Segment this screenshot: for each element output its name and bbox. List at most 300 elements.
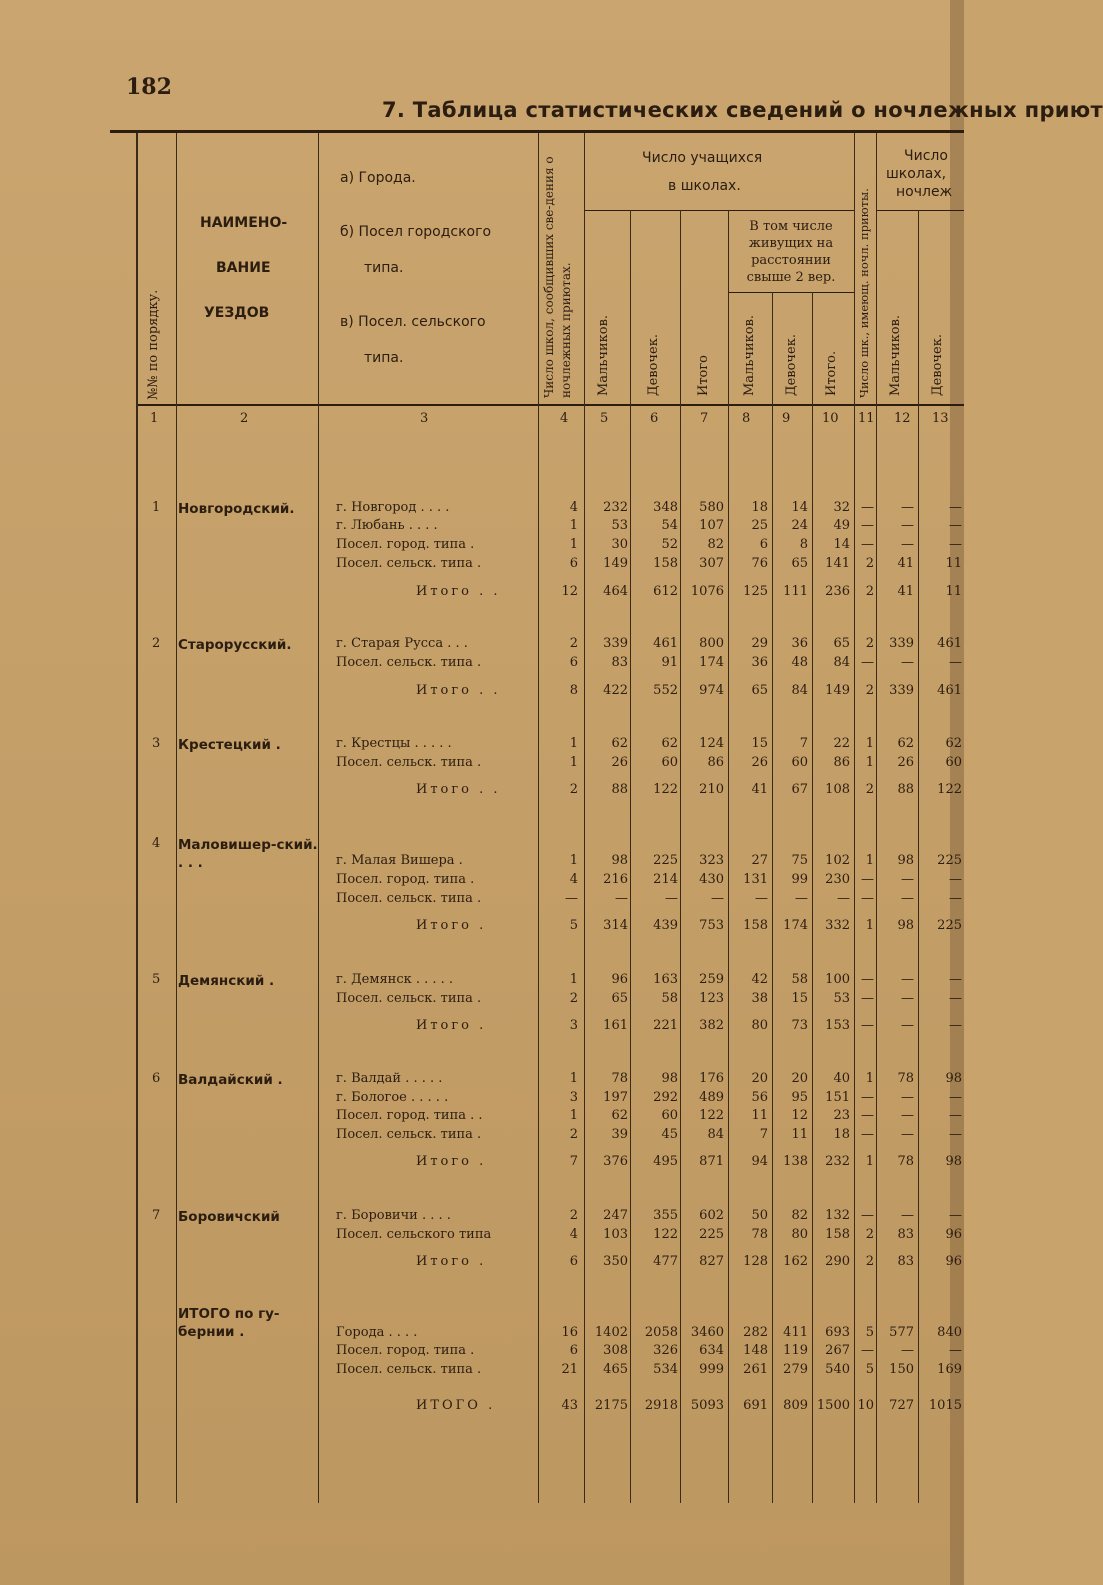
cell-value: — [861, 500, 874, 515]
cell-value: 107 [699, 518, 724, 533]
cell-value: 210 [699, 782, 724, 797]
district-number: 5 [152, 972, 161, 987]
row-label: Города . . . . [336, 1325, 418, 1340]
cell-value: 6 [569, 556, 578, 571]
header-rule [136, 404, 964, 406]
cell-value: 65 [791, 556, 808, 571]
cell-value: — [901, 1108, 914, 1123]
cell-value: 41 [897, 584, 914, 599]
cell-value: — [901, 518, 914, 533]
cell-value: 62 [611, 1108, 628, 1123]
cell-value: 45 [661, 1127, 678, 1142]
cell-value: — [861, 655, 874, 670]
cell-value: — [901, 537, 914, 552]
cell-value: 8 [569, 683, 578, 698]
cell-value: — [711, 891, 724, 906]
col-line [630, 210, 631, 1503]
column-number: 9 [782, 411, 791, 426]
cell-value: — [949, 1090, 962, 1105]
cell-value: 119 [783, 1343, 808, 1358]
cell-value: 58 [791, 972, 808, 987]
header-col3-line: б) Посел городского [340, 224, 492, 240]
cell-value: 382 [699, 1018, 724, 1033]
cell-value: 461 [937, 636, 962, 651]
cell-value: 62 [661, 736, 678, 751]
cell-value: 94 [751, 1154, 768, 1169]
page-number: 182 [126, 74, 172, 100]
cell-value: 65 [751, 683, 768, 698]
cell-value: 95 [791, 1090, 808, 1105]
header-total-dist: Итого. [824, 350, 839, 396]
cell-value: — [665, 891, 678, 906]
cell-value: 65 [611, 991, 628, 1006]
cell-value: 1 [569, 853, 578, 868]
cell-value: 41 [751, 782, 768, 797]
district-name: Маловишер-ский. . . . [178, 837, 318, 871]
cell-value: 2 [569, 991, 578, 1006]
cell-value: 73 [791, 1018, 808, 1033]
cell-value: 174 [699, 655, 724, 670]
cell-value: 461 [653, 636, 678, 651]
col-line [876, 133, 877, 1503]
cell-value: 216 [603, 872, 628, 887]
cell-value: 809 [783, 1398, 808, 1413]
cell-value: 5 [569, 918, 578, 933]
header-col3-line: типа. [364, 260, 404, 276]
cell-value: 552 [653, 683, 678, 698]
cell-value: 411 [783, 1325, 808, 1340]
header-col1: №№ по порядку. [146, 289, 161, 400]
cell-value: 267 [825, 1343, 850, 1358]
cell-value: 753 [699, 918, 724, 933]
cell-value: 11 [945, 584, 962, 599]
cell-value: — [615, 891, 628, 906]
cell-value: 282 [743, 1325, 768, 1340]
column-number: 1 [150, 411, 159, 426]
cell-value: 5093 [690, 1398, 724, 1413]
row-label: Итого . [416, 1018, 487, 1033]
cell-value: 2 [865, 636, 874, 651]
cell-value: 6 [569, 1254, 578, 1269]
cell-value: 292 [653, 1090, 678, 1105]
cell-value: 98 [897, 853, 914, 868]
cell-value: 279 [783, 1362, 808, 1377]
cell-value: 477 [653, 1254, 678, 1269]
header-right-group: школах, [886, 166, 947, 182]
cell-value: 326 [653, 1343, 678, 1358]
cell-value: 10 [857, 1398, 874, 1413]
cell-value: 30 [611, 537, 628, 552]
cell-value: 40 [833, 1071, 850, 1086]
cell-value: 232 [603, 500, 628, 515]
col-line [176, 133, 177, 1503]
cell-value: 974 [699, 683, 724, 698]
cell-value: 22 [833, 736, 850, 751]
district-name: Боровичский [178, 1209, 280, 1225]
cell-value: — [837, 891, 850, 906]
cell-value: 98 [661, 1071, 678, 1086]
cell-value: 1 [865, 853, 874, 868]
cell-value: 225 [653, 853, 678, 868]
cell-value: 29 [751, 636, 768, 651]
row-label: ИТОГО . [416, 1398, 496, 1413]
cell-value: — [901, 891, 914, 906]
row-label: Посел. сельск. типа . [336, 755, 482, 770]
cell-value: 149 [603, 556, 628, 571]
cell-value: 1 [569, 736, 578, 751]
header-boys-right: Мальчиков. [888, 314, 903, 396]
row-label: Итого . . [416, 782, 501, 797]
header-distance-line: свыше 2 вер. [746, 270, 836, 285]
cell-value: 464 [603, 584, 628, 599]
cell-value: 60 [661, 1108, 678, 1123]
cell-value: 12 [561, 584, 578, 599]
cell-value: 612 [653, 584, 678, 599]
cell-value: 174 [783, 918, 808, 933]
cell-value: 693 [825, 1325, 850, 1340]
cell-value: 4 [569, 872, 578, 887]
row-label: Посел. город. типа . [336, 872, 475, 887]
cell-value: 52 [661, 537, 678, 552]
cell-value: 43 [561, 1398, 578, 1413]
column-number: 3 [420, 411, 429, 426]
cell-value: 348 [653, 500, 678, 515]
cell-value: 158 [653, 556, 678, 571]
cell-value: 123 [699, 991, 724, 1006]
cell-value: — [949, 655, 962, 670]
cell-value: 122 [653, 1227, 678, 1242]
cell-value: 58 [661, 991, 678, 1006]
column-number: 5 [600, 411, 609, 426]
cell-value: 83 [897, 1227, 914, 1242]
right-subrule [876, 210, 964, 211]
cell-value: 307 [699, 556, 724, 571]
cell-value: 128 [743, 1254, 768, 1269]
cell-value: 60 [945, 755, 962, 770]
cell-value: 540 [825, 1362, 850, 1377]
district-name: Старорусский. [178, 637, 292, 653]
cell-value: 80 [751, 1018, 768, 1033]
row-label: Итого . [416, 1154, 487, 1169]
cell-value: 214 [653, 872, 678, 887]
cell-value: 65 [833, 636, 850, 651]
cell-value: 1 [569, 972, 578, 987]
cell-value: 96 [611, 972, 628, 987]
cell-value: — [901, 1090, 914, 1105]
cell-value: 197 [603, 1090, 628, 1105]
cell-value: 158 [743, 918, 768, 933]
cell-value: — [949, 1018, 962, 1033]
cell-value: 11 [791, 1127, 808, 1142]
cell-value: 2 [569, 1208, 578, 1223]
header-right-group: Число [904, 148, 948, 164]
cell-value: 1 [569, 1071, 578, 1086]
cell-value: 2918 [644, 1398, 678, 1413]
cell-value: — [861, 891, 874, 906]
cell-value: 430 [699, 872, 724, 887]
cell-value: 534 [653, 1362, 678, 1377]
cell-value: 82 [791, 1208, 808, 1223]
cell-value: 141 [825, 556, 850, 571]
col-line [318, 133, 319, 1503]
cell-value: 339 [889, 683, 914, 698]
cell-value: — [861, 1208, 874, 1223]
cell-value: 261 [743, 1362, 768, 1377]
cell-value: — [901, 1127, 914, 1142]
cell-value: 2 [865, 584, 874, 599]
cell-value: 225 [937, 918, 962, 933]
cell-value: 161 [603, 1018, 628, 1033]
cell-value: 259 [699, 972, 724, 987]
header-students: в школах. [668, 178, 741, 194]
cell-value: 83 [897, 1254, 914, 1269]
cell-value: 39 [611, 1127, 628, 1142]
cell-value: 339 [889, 636, 914, 651]
cell-value: 1015 [928, 1398, 962, 1413]
row-label: Посел. город. типа . [336, 537, 475, 552]
row-label: Посел. сельск. типа . [336, 991, 482, 1006]
cell-value: 3460 [690, 1325, 724, 1340]
header-col11: Число шк., имеющ. ночл. приюты. [857, 188, 871, 398]
cell-value: 6 [759, 537, 768, 552]
cell-value: — [901, 972, 914, 987]
cell-value: 800 [699, 636, 724, 651]
cell-value: — [861, 991, 874, 1006]
district-name: Валдайский . [178, 1072, 283, 1088]
cell-value: 62 [611, 736, 628, 751]
cell-value: 355 [653, 1208, 678, 1223]
cell-value: 124 [699, 736, 724, 751]
header-col3-line: типа. [364, 350, 404, 366]
col-line [538, 133, 539, 1503]
cell-value: 83 [611, 655, 628, 670]
cell-value: 88 [611, 782, 628, 797]
cell-value: 1 [865, 736, 874, 751]
row-label: Итого . [416, 1254, 487, 1269]
cell-value: — [861, 1108, 874, 1123]
cell-value: 27 [751, 853, 768, 868]
cell-value: 323 [699, 853, 724, 868]
cell-value: 122 [937, 782, 962, 797]
row-label: г. Демянск . . . . . [336, 972, 454, 987]
cell-value: 332 [825, 918, 850, 933]
cell-value: 1 [865, 1071, 874, 1086]
cell-value: 5 [865, 1325, 874, 1340]
row-label: г. Боровичи . . . . [336, 1208, 451, 1223]
cell-value: — [901, 1208, 914, 1223]
cell-value: 1 [865, 755, 874, 770]
table-title: 7. Таблица статистических сведений о ночлежных приют [382, 98, 1103, 122]
column-number: 10 [822, 411, 839, 426]
cell-value: 20 [791, 1071, 808, 1086]
cell-value: 2175 [594, 1398, 628, 1413]
cell-value: 75 [791, 853, 808, 868]
cell-value: 1 [569, 1108, 578, 1123]
cell-value: 602 [699, 1208, 724, 1223]
cell-value: 26 [751, 755, 768, 770]
students-subrule [584, 210, 854, 211]
column-number: 12 [894, 411, 911, 426]
cell-value: 96 [945, 1254, 962, 1269]
cell-value: — [949, 1208, 962, 1223]
cell-value: 308 [603, 1343, 628, 1358]
cell-value: 86 [707, 755, 724, 770]
cell-value: 11 [945, 556, 962, 571]
cell-value: 18 [833, 1127, 850, 1142]
cell-value: 98 [945, 1154, 962, 1169]
cell-value: 162 [783, 1254, 808, 1269]
cell-value: 108 [825, 782, 850, 797]
cell-value: 827 [699, 1254, 724, 1269]
distance-subrule [728, 292, 854, 293]
cell-value: — [949, 500, 962, 515]
row-label: Посел. город. типа . . [336, 1108, 483, 1123]
cell-value: 78 [897, 1154, 914, 1169]
cell-value: 12 [791, 1108, 808, 1123]
cell-value: — [755, 891, 768, 906]
cell-value: 149 [825, 683, 850, 698]
cell-value: 14 [833, 537, 850, 552]
cell-value: 1 [865, 1154, 874, 1169]
cell-value: 122 [653, 782, 678, 797]
cell-value: — [795, 891, 808, 906]
cell-value: 339 [603, 636, 628, 651]
cell-value: 56 [751, 1090, 768, 1105]
cell-value: 8 [799, 537, 808, 552]
cell-value: 465 [603, 1362, 628, 1377]
cell-value: 48 [791, 655, 808, 670]
row-label: г. Новгород . . . . [336, 500, 450, 515]
cell-value: — [565, 891, 578, 906]
cell-value: 1 [569, 537, 578, 552]
header-col2-line: УЕЗДОВ [204, 305, 270, 321]
cell-value: 84 [707, 1127, 724, 1142]
cell-value: 36 [791, 636, 808, 651]
cell-value: 53 [611, 518, 628, 533]
cell-value: 62 [945, 736, 962, 751]
cell-value: 60 [791, 755, 808, 770]
row-label: г. Любань . . . . [336, 518, 438, 533]
cell-value: 2 [569, 782, 578, 797]
header-boys: Мальчиков. [596, 314, 611, 396]
cell-value: — [901, 991, 914, 1006]
cell-value: 3 [569, 1018, 578, 1033]
row-label: г. Малая Вишера . [336, 853, 463, 868]
cell-value: — [901, 1343, 914, 1358]
cell-value: — [949, 1127, 962, 1142]
cell-value: — [861, 518, 874, 533]
cell-value: — [861, 537, 874, 552]
header-right-group: ночлеж [896, 184, 953, 200]
col-line [854, 133, 855, 1503]
header-girls: Девочек. [646, 334, 661, 396]
cell-value: 153 [825, 1018, 850, 1033]
cell-value: 98 [897, 918, 914, 933]
district-number: 4 [152, 836, 161, 851]
cell-value: 42 [751, 972, 768, 987]
cell-value: 26 [897, 755, 914, 770]
district-name: Демянский . [178, 973, 275, 989]
cell-value: 225 [699, 1227, 724, 1242]
cell-value: — [861, 1090, 874, 1105]
cell-value: 84 [833, 655, 850, 670]
cell-value: 376 [603, 1154, 628, 1169]
cell-value: 82 [707, 537, 724, 552]
cell-value: — [949, 1108, 962, 1123]
row-label: г. Бологое . . . . . [336, 1090, 449, 1105]
row-label: Итого . . [416, 584, 501, 599]
cell-value: 4 [569, 1227, 578, 1242]
cell-value: 138 [783, 1154, 808, 1169]
row-label: Посел. сельск. типа . [336, 556, 482, 571]
col-line [584, 133, 585, 1503]
cell-value: — [949, 518, 962, 533]
cell-value: 150 [889, 1362, 914, 1377]
cell-value: 634 [699, 1343, 724, 1358]
cell-value: 691 [743, 1398, 768, 1413]
cell-value: 24 [791, 518, 808, 533]
cell-value: 727 [889, 1398, 914, 1413]
column-number: 4 [560, 411, 569, 426]
cell-value: 6 [569, 655, 578, 670]
cell-value: 5 [865, 1362, 874, 1377]
cell-value: 78 [751, 1227, 768, 1242]
cell-value: 53 [833, 991, 850, 1006]
cell-value: 32 [833, 500, 850, 515]
cell-value: 495 [653, 1154, 678, 1169]
column-number: 6 [650, 411, 659, 426]
cell-value: 23 [833, 1108, 850, 1123]
cell-value: 163 [653, 972, 678, 987]
cell-value: 132 [825, 1208, 850, 1223]
cell-value: 225 [937, 853, 962, 868]
cell-value: 232 [825, 1154, 850, 1169]
cell-value: 1 [569, 755, 578, 770]
cell-value: 41 [897, 556, 914, 571]
cell-value: 25 [751, 518, 768, 533]
cell-value: 102 [825, 853, 850, 868]
cell-value: 103 [603, 1227, 628, 1242]
cell-value: 1402 [594, 1325, 628, 1340]
column-number: 13 [932, 411, 949, 426]
cell-value: 350 [603, 1254, 628, 1269]
cell-value: 11 [751, 1108, 768, 1123]
header-distance-line: В том числе [749, 219, 833, 234]
header-col3-line: а) Города. [340, 170, 416, 186]
cell-value: 2 [865, 683, 874, 698]
cell-value: — [861, 1343, 874, 1358]
cell-value: 15 [751, 736, 768, 751]
header-girls-right: Девочек. [930, 334, 945, 396]
cell-value: 422 [603, 683, 628, 698]
header-col4: Число школ, сообщивших све-дения о ночлежных приютах. [542, 156, 573, 398]
cell-value: 230 [825, 872, 850, 887]
top-rule [110, 130, 964, 133]
cell-value: — [861, 1127, 874, 1142]
cell-value: 2 [865, 1227, 874, 1242]
cell-value: 125 [743, 584, 768, 599]
cell-value: 96 [945, 1227, 962, 1242]
row-label: г. Старая Русса . . . [336, 636, 468, 651]
district-number: 3 [152, 736, 161, 751]
cell-value: 4 [569, 500, 578, 515]
cell-value: 176 [699, 1071, 724, 1086]
cell-value: 2 [569, 1127, 578, 1142]
row-label: г. Валдай . . . . . [336, 1071, 443, 1086]
cell-value: — [949, 537, 962, 552]
cell-value: 2 [865, 556, 874, 571]
cell-value: 18 [751, 500, 768, 515]
